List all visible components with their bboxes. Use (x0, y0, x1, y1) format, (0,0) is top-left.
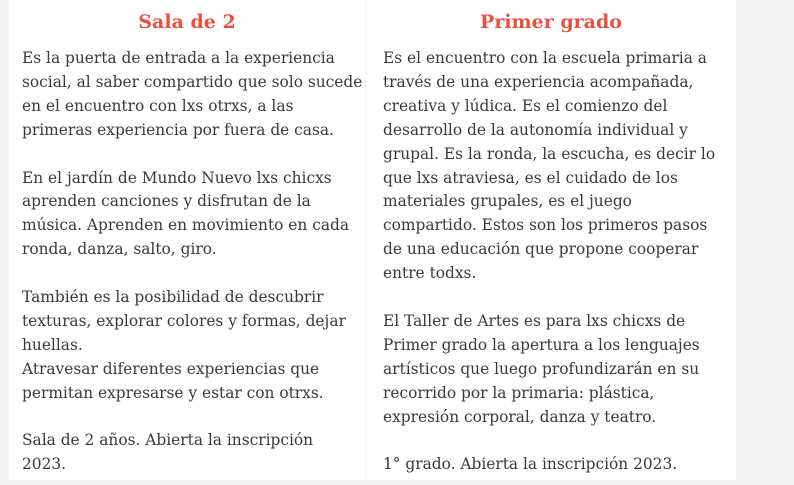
column-title: Primer grado (480, 11, 622, 33)
column-primer-grado (366, 0, 736, 480)
column-title: Sala de 2 (138, 11, 236, 33)
paragraph: El Taller de Artes es para lxs chicxs de Primer grado la apertura a los lenguajes artísticos que luego profundizarán en su recorrido por la primaria: plástica, expresión corporal, danza y teatro. (383, 311, 700, 426)
paragraph: Sala de 2 años. Abierta la inscripción 2023. (22, 431, 314, 474)
paragraph: Es la puerta de entrada a la experiencia social, al saber compartido que solo sucede en el encuentro con lxs otrxs, a las primeras experiencia por fuera de casa. (22, 49, 363, 139)
column-sala-de-2 (9, 0, 365, 480)
paragraph: Es el encuentro con la escuela primaria a través de una experiencia acompañada, creativa y lúdica. Es el comienzo del desarrollo de la autonomía individual y grupal. Es la ronda, la escucha, es decir lo que lxs atraviesa, es el cuidado de los materiales grupales, es el juego compartido. Estos son los primeros pasos de una educación que propone cooperar entre todxs. (383, 49, 716, 283)
paragraph: En el jardín de Mundo Nuevo lxs chicxs aprenden canciones y disfrutan de la música. Aprenden en movimiento en cada ronda, danza, salto, giro. (22, 168, 350, 259)
paragraph: También es la posibilidad de descubrir texturas, explorar colores y formas, dejar huellas. Atravesar diferentes experiencias que permitan expresarse y estar con otrxs. (22, 288, 346, 402)
paragraph: 1° grado. Abierta la inscripción 2023. (383, 455, 678, 474)
